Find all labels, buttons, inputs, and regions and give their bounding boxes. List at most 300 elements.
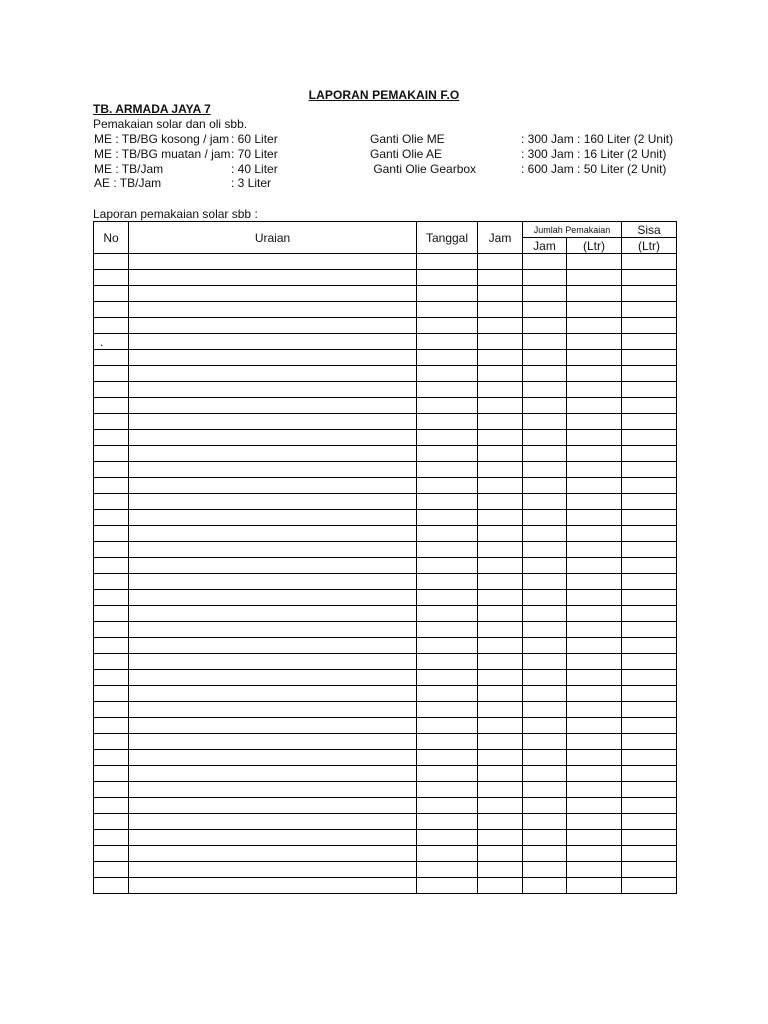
cell-jumlah-ltr (567, 702, 622, 718)
cell-no (94, 766, 129, 782)
cell-no (94, 526, 129, 542)
cell-no (94, 542, 129, 558)
cell-no (94, 862, 129, 878)
cell-uraian (129, 654, 417, 670)
cell-jumlah-jam (523, 414, 567, 430)
cell-uraian (129, 718, 417, 734)
cell-jam (478, 542, 523, 558)
cell-uraian (129, 430, 417, 446)
cell-jumlah-jam (523, 622, 567, 638)
cell-jam (478, 622, 523, 638)
cell-jam (478, 398, 523, 414)
cell-jumlah-jam (523, 670, 567, 686)
cell-sisa-ltr (622, 286, 677, 302)
cell-tanggal (417, 382, 478, 398)
cell-tanggal (417, 398, 478, 414)
cell-no (94, 830, 129, 846)
cell-tanggal (417, 622, 478, 638)
cell-jumlah-ltr (567, 270, 622, 286)
cell-tanggal (417, 254, 478, 270)
cell-uraian (129, 638, 417, 654)
cell-sisa-ltr (622, 670, 677, 686)
cell-jam (478, 846, 523, 862)
cell-jumlah-jam (523, 510, 567, 526)
cell-sisa-ltr (622, 430, 677, 446)
cell-tanggal (417, 366, 478, 382)
cell-no (94, 494, 129, 510)
oil-change-value: : 300 Jam : 160 Liter (2 Unit) (521, 132, 674, 146)
table-row (94, 462, 677, 478)
cell-jam (478, 814, 523, 830)
cell-sisa-ltr (622, 542, 677, 558)
cell-jam (478, 702, 523, 718)
cell-sisa-ltr (622, 686, 677, 702)
cell-tanggal (417, 670, 478, 686)
cell-jumlah-jam (523, 766, 567, 782)
cell-sisa-ltr (622, 494, 677, 510)
cell-jumlah-jam (523, 734, 567, 750)
cell-jumlah-jam (523, 558, 567, 574)
cell-jumlah-ltr (567, 718, 622, 734)
cell-jumlah-ltr (567, 398, 622, 414)
table-caption: Laporan pemakaian solar sbb : (93, 207, 258, 221)
table-row (94, 798, 677, 814)
cell-jam (478, 270, 523, 286)
cell-no (94, 270, 129, 286)
table-row (94, 622, 677, 638)
cell-tanggal (417, 798, 478, 814)
cell-jam (478, 286, 523, 302)
cell-uraian (129, 382, 417, 398)
cell-tanggal (417, 862, 478, 878)
cell-jumlah-jam (523, 862, 567, 878)
cell-tanggal (417, 606, 478, 622)
cell-jumlah-ltr (567, 446, 622, 462)
cell-jumlah-ltr (567, 462, 622, 478)
oil-change-label: Ganti Olie Gearbox (370, 161, 477, 176)
table-row (94, 414, 677, 430)
cell-jam (478, 414, 523, 430)
cell-tanggal (417, 654, 478, 670)
cell-sisa-ltr (622, 814, 677, 830)
cell-jam (478, 606, 523, 622)
cell-jumlah-jam (523, 542, 567, 558)
cell-jumlah-jam (523, 750, 567, 766)
cell-no (94, 350, 129, 366)
cell-jumlah-jam (523, 462, 567, 478)
cell-tanggal (417, 542, 478, 558)
cell-no (94, 814, 129, 830)
cell-jam (478, 670, 523, 686)
oil-change-value: : 300 Jam : 16 Liter (2 Unit) (521, 146, 667, 161)
fuel-usage-table (93, 221, 677, 894)
table-row (94, 382, 677, 398)
cell-sisa-ltr (622, 334, 677, 350)
cell-sisa-ltr (622, 830, 677, 846)
cell-uraian (129, 590, 417, 606)
table-row (94, 398, 677, 414)
cell-sisa-ltr (622, 798, 677, 814)
cell-no (94, 622, 129, 638)
cell-sisa-ltr (622, 862, 677, 878)
cell-jam (478, 350, 523, 366)
spec-label: ME : TB/BG kosong / jam (94, 132, 230, 146)
cell-no (94, 286, 129, 302)
spec-value: : 3 Liter (231, 176, 272, 191)
cell-tanggal (417, 270, 478, 286)
cell-tanggal (417, 686, 478, 702)
table-row (94, 510, 677, 526)
cell-jam (478, 382, 523, 398)
cell-sisa-ltr (622, 510, 677, 526)
cell-uraian (129, 734, 417, 750)
cell-no (94, 702, 129, 718)
cell-uraian (129, 366, 417, 382)
cell-uraian (129, 270, 417, 286)
table-row (94, 654, 677, 670)
cell-sisa-ltr (622, 462, 677, 478)
cell-jumlah-jam (523, 654, 567, 670)
cell-tanggal (417, 462, 478, 478)
cell-no (94, 254, 129, 270)
cell-sisa-ltr (622, 382, 677, 398)
cell-uraian (129, 414, 417, 430)
cell-jam (478, 494, 523, 510)
cell-uraian (129, 702, 417, 718)
cell-no (94, 718, 129, 734)
cell-jumlah-ltr (567, 542, 622, 558)
cell-tanggal (417, 558, 478, 574)
table-row (94, 766, 677, 782)
cell-jumlah-jam (523, 430, 567, 446)
cell-tanggal (417, 590, 478, 606)
cell-jumlah-jam (523, 350, 567, 366)
cell-tanggal (417, 766, 478, 782)
cell-no (94, 782, 129, 798)
cell-no (94, 878, 129, 894)
cell-sisa-ltr (622, 318, 677, 334)
cell-jam (478, 254, 523, 270)
cell-tanggal (417, 702, 478, 718)
cell-jam (478, 462, 523, 478)
table-row (94, 350, 677, 366)
cell-jumlah-ltr (567, 862, 622, 878)
cell-jumlah-jam (523, 446, 567, 462)
cell-sisa-ltr (622, 590, 677, 606)
cell-tanggal (417, 350, 478, 366)
spec-value: : 40 Liter (231, 161, 278, 176)
cell-sisa-ltr (622, 414, 677, 430)
cell-tanggal (417, 318, 478, 334)
cell-sisa-ltr (622, 718, 677, 734)
cell-uraian (129, 814, 417, 830)
cell-sisa-ltr (622, 398, 677, 414)
cell-jam (478, 766, 523, 782)
cell-uraian (129, 750, 417, 766)
cell-sisa-ltr (622, 654, 677, 670)
table-row (94, 670, 677, 686)
cell-jumlah-ltr (567, 686, 622, 702)
table-row (94, 254, 677, 270)
cell-jumlah-ltr (567, 334, 622, 350)
table-row (94, 446, 677, 462)
cell-jumlah-ltr (567, 606, 622, 622)
cell-tanggal (417, 782, 478, 798)
cell-sisa-ltr (622, 366, 677, 382)
oil-change-label: Ganti Olie ME (370, 132, 445, 146)
table-row (94, 558, 677, 574)
cell-uraian (129, 622, 417, 638)
cell-no (94, 478, 129, 494)
cell-jumlah-jam (523, 846, 567, 862)
header-jumlah-pemakaian: Jumlah Pemakaian (523, 222, 622, 238)
cell-jumlah-jam (523, 334, 567, 350)
spec-label: ME : TB/Jam (94, 161, 164, 176)
cell-jam (478, 750, 523, 766)
cell-tanggal (417, 526, 478, 542)
header-tanggal: Tanggal (417, 222, 478, 254)
cell-jumlah-ltr (567, 766, 622, 782)
cell-sisa-ltr (622, 782, 677, 798)
cell-jumlah-jam (523, 782, 567, 798)
cell-jam (478, 654, 523, 670)
cell-tanggal (417, 878, 478, 894)
header-jumlah-jam: Jam (523, 238, 567, 254)
table-row (94, 334, 677, 350)
cell-jam (478, 878, 523, 894)
cell-tanggal (417, 286, 478, 302)
cell-jumlah-ltr (567, 846, 622, 862)
cell-uraian (129, 286, 417, 302)
cell-jumlah-ltr (567, 318, 622, 334)
cell-jumlah-jam (523, 494, 567, 510)
table-row (94, 814, 677, 830)
cell-jam (478, 318, 523, 334)
cell-uraian (129, 686, 417, 702)
cell-tanggal (417, 446, 478, 462)
cell-sisa-ltr (622, 734, 677, 750)
cell-jumlah-jam (523, 478, 567, 494)
cell-jumlah-ltr (567, 654, 622, 670)
cell-uraian (129, 462, 417, 478)
table-row (94, 270, 677, 286)
cell-jam (478, 862, 523, 878)
table-row (94, 606, 677, 622)
table-row (94, 702, 677, 718)
cell-jumlah-ltr (567, 286, 622, 302)
cell-tanggal (417, 334, 478, 350)
spec-value: : 70 Liter (231, 146, 278, 161)
cell-jumlah-ltr (567, 510, 622, 526)
cell-uraian (129, 574, 417, 590)
cell-jumlah-ltr (567, 590, 622, 606)
cell-sisa-ltr (622, 478, 677, 494)
cell-no (94, 398, 129, 414)
cell-sisa-ltr (622, 350, 677, 366)
cell-jam (478, 430, 523, 446)
table-row (94, 846, 677, 862)
header-no: No (94, 222, 129, 254)
table-row (94, 734, 677, 750)
cell-jumlah-ltr (567, 670, 622, 686)
cell-uraian (129, 766, 417, 782)
cell-jumlah-jam (523, 702, 567, 718)
cell-uraian (129, 334, 417, 350)
cell-no (94, 638, 129, 654)
cell-jumlah-jam (523, 382, 567, 398)
cell-jam (478, 830, 523, 846)
oil-change-value: : 600 Jam : 50 Liter (2 Unit) (521, 161, 667, 176)
cell-no: . (94, 334, 129, 350)
cell-tanggal (417, 414, 478, 430)
cell-no (94, 846, 129, 862)
cell-jumlah-ltr (567, 302, 622, 318)
cell-tanggal (417, 718, 478, 734)
cell-no (94, 606, 129, 622)
cell-jumlah-jam (523, 606, 567, 622)
cell-sisa-ltr (622, 766, 677, 782)
table-row (94, 318, 677, 334)
cell-jumlah-ltr (567, 814, 622, 830)
cell-jumlah-ltr (567, 414, 622, 430)
cell-jumlah-ltr (567, 638, 622, 654)
cell-sisa-ltr (622, 702, 677, 718)
cell-tanggal (417, 494, 478, 510)
cell-tanggal (417, 302, 478, 318)
cell-uraian (129, 798, 417, 814)
table-row (94, 862, 677, 878)
cell-tanggal (417, 830, 478, 846)
header-sisa: Sisa (622, 222, 677, 238)
cell-jam (478, 334, 523, 350)
cell-uraian (129, 846, 417, 862)
cell-jumlah-jam (523, 318, 567, 334)
spec-label: ME : TB/BG muatan / jam (94, 146, 231, 161)
cell-no (94, 750, 129, 766)
cell-no (94, 446, 129, 462)
cell-jumlah-jam (523, 830, 567, 846)
table-row (94, 302, 677, 318)
cell-uraian (129, 558, 417, 574)
oil-change-label: Ganti Olie AE (370, 146, 443, 161)
cell-uraian (129, 494, 417, 510)
cell-jumlah-ltr (567, 366, 622, 382)
cell-jumlah-ltr (567, 558, 622, 574)
cell-sisa-ltr (622, 622, 677, 638)
table-row (94, 638, 677, 654)
cell-tanggal (417, 510, 478, 526)
cell-no (94, 734, 129, 750)
cell-no (94, 430, 129, 446)
cell-tanggal (417, 430, 478, 446)
cell-no (94, 654, 129, 670)
cell-jumlah-jam (523, 878, 567, 894)
cell-jumlah-jam (523, 638, 567, 654)
cell-sisa-ltr (622, 302, 677, 318)
cell-jam (478, 526, 523, 542)
header-uraian: Uraian (129, 222, 417, 254)
cell-no (94, 366, 129, 382)
cell-jam (478, 590, 523, 606)
table-row (94, 686, 677, 702)
cell-sisa-ltr (622, 446, 677, 462)
cell-uraian (129, 862, 417, 878)
cell-sisa-ltr (622, 638, 677, 654)
cell-jam (478, 734, 523, 750)
cell-jumlah-ltr (567, 350, 622, 366)
cell-sisa-ltr (622, 606, 677, 622)
cell-jumlah-jam (523, 366, 567, 382)
cell-jumlah-jam (523, 590, 567, 606)
cell-jam (478, 446, 523, 462)
cell-jam (478, 366, 523, 382)
cell-jumlah-jam (523, 302, 567, 318)
cell-jam (478, 302, 523, 318)
cell-no (94, 590, 129, 606)
cell-uraian (129, 526, 417, 542)
cell-sisa-ltr (622, 270, 677, 286)
cell-jumlah-ltr (567, 254, 622, 270)
cell-uraian (129, 350, 417, 366)
cell-uraian (129, 478, 417, 494)
cell-jumlah-ltr (567, 734, 622, 750)
table-row (94, 430, 677, 446)
cell-uraian (129, 670, 417, 686)
cell-jumlah-ltr (567, 430, 622, 446)
cell-jumlah-jam (523, 270, 567, 286)
cell-jam (478, 478, 523, 494)
spec-label: AE : TB/Jam (94, 176, 162, 191)
cell-sisa-ltr (622, 254, 677, 270)
cell-jumlah-jam (523, 798, 567, 814)
intro-text: Pemakaian solar dan oli sbb. (93, 117, 248, 131)
cell-no (94, 686, 129, 702)
cell-uraian (129, 446, 417, 462)
cell-sisa-ltr (622, 878, 677, 894)
cell-jumlah-jam (523, 526, 567, 542)
cell-jam (478, 798, 523, 814)
cell-jumlah-ltr (567, 750, 622, 766)
cell-jam (478, 718, 523, 734)
cell-no (94, 414, 129, 430)
cell-sisa-ltr (622, 526, 677, 542)
cell-uraian (129, 398, 417, 414)
table-row (94, 878, 677, 894)
cell-uraian (129, 606, 417, 622)
cell-jumlah-jam (523, 686, 567, 702)
cell-uraian (129, 302, 417, 318)
table-row (94, 830, 677, 846)
table-row (94, 574, 677, 590)
cell-jumlah-ltr (567, 622, 622, 638)
header-jumlah-ltr: (Ltr) (567, 238, 622, 254)
table-row (94, 718, 677, 734)
table-row (94, 542, 677, 558)
spec-value: : 60 Liter (231, 132, 278, 146)
cell-jam (478, 510, 523, 526)
table-row (94, 782, 677, 798)
cell-tanggal (417, 574, 478, 590)
cell-jumlah-ltr (567, 798, 622, 814)
cell-jumlah-ltr (567, 526, 622, 542)
cell-jam (478, 574, 523, 590)
cell-tanggal (417, 638, 478, 654)
table-row (94, 366, 677, 382)
cell-uraian (129, 878, 417, 894)
cell-jumlah-jam (523, 574, 567, 590)
cell-no (94, 558, 129, 574)
cell-jumlah-jam (523, 398, 567, 414)
